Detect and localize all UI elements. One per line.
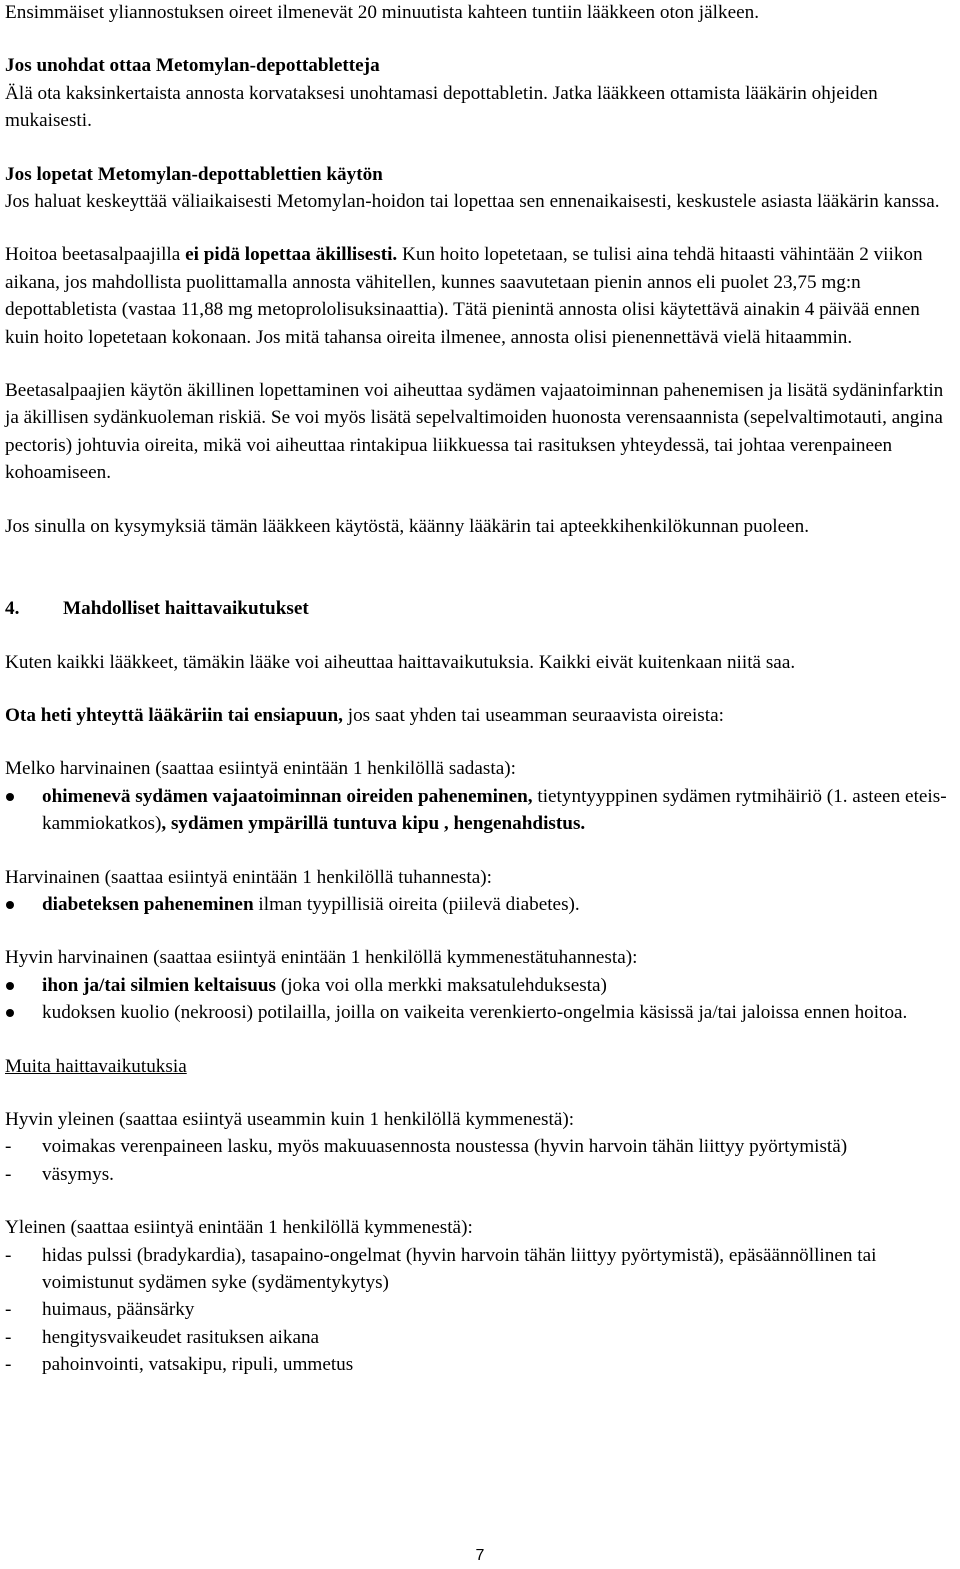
very-rare-bold: ihon ja/tai silmien keltaisuus (42, 974, 277, 996)
very-rare-rest: (joka voi olla merkki maksatulehduksesta) (276, 974, 607, 996)
frequency-common: Yleinen (saattaa esiintyä enintään 1 henkilöllä kymmenestä): (5, 1217, 473, 1239)
paragraph-side-effects-intro: Kuten kaikki lääkkeet, tämäkin lääke voi aiheuttaa haittavaikutuksia. Kaikki eivät kuitenkaan niitä saa. (5, 651, 796, 673)
list-item (5, 1161, 957, 1188)
very-common-item-1: voimakas verenpaineen lasku, myös makuuasennosta noustessa (hyvin harvoin tähän liittyy pyörtymistä) (42, 1136, 848, 1158)
uncommon-bold-1: ohimenevä sydämen vajaatoiminnan oireiden paheneminen, (42, 785, 533, 807)
page-number: 7 (475, 1547, 485, 1564)
list-very-rare (5, 972, 957, 1027)
contact-rest: jos saat yhden tai useamman seuraavista oireista: (342, 704, 724, 726)
uncommon-bold-2: , sydämen ympärillä tuntuva kipu , hengenahdistus. (161, 813, 586, 835)
dash-marker: - (5, 1299, 12, 1321)
list-item (5, 891, 957, 918)
very-rare-item-2: kudoksen kuolio (nekroosi) potilailla, joilla on vaikeita verenkierto-ongelmia käsissä ja/tai jaloissa ennen hoitoa. (42, 1002, 908, 1024)
heading-stop-use (5, 161, 957, 188)
common-item-3: hengitysvaikeudet rasituksen aikana (42, 1326, 320, 1348)
list-item (5, 1324, 957, 1351)
paragraph-overdose-onset: Ensimmäiset yliannostuksen oireet ilmenevät 20 minuutista kahteen tuntiin lääkkeen oton jälkeen. (5, 2, 759, 23)
list-rare (5, 891, 957, 918)
heading-forgot-dose (5, 52, 957, 79)
very-common-item-2: väsymys. (42, 1163, 114, 1185)
tapering-rest: Kun hoito lopetetaan, se tulisi aina tehdä hitaasti vähintään 2 viikon aikana, jos mahdollista puolittamalla annosta vähitellen, kunnes saavutetaan pienin annos eli puolet 23,75 mg:n depottabletista (vastaa 11,88 mg metoprololisuksinaattia). Tätä pienintä annosta olisi käytettävä ainakin 4 päivää ennen kuin hoito lopetetaan kokonaan. Jos mitä tahansa oireita ilmenee, annosta olisi pienennettävä vielä hitaammin. (5, 244, 923, 348)
paragraph-contact-doctor (5, 702, 957, 729)
uncommon-mid: tietyntyyppinen sydämen rytmihäiriö (1. asteen eteis-kammiokatkos) (42, 785, 947, 835)
document-page (5, 0, 957, 1379)
tapering-bold: ei pidä lopettaa äkillisesti. (185, 244, 398, 266)
list-item (5, 1296, 957, 1323)
paragraph-forgot-dose: Älä ota kaksinkertaista annosta korvataksesi unohtamasi depottabletin. Jatka lääkkeen ottamista lääkärin ohjeiden mukaisesti. (5, 82, 878, 132)
list-common (5, 1242, 957, 1379)
heading-forgot-dose-text: Jos unohdat ottaa Metomylan-depottabletteja (5, 55, 380, 77)
frequency-uncommon: Melko harvinainen (saattaa esiintyä enintään 1 henkilöllä sadasta): (5, 758, 516, 780)
rare-bold: diabeteksen paheneminen (42, 893, 254, 915)
section-number: 4. (5, 598, 20, 620)
common-item-2: huimaus, päänsärky (42, 1299, 195, 1321)
dash-marker: - (5, 1354, 12, 1376)
contact-bold: Ota heti yhteyttä lääkäriin tai ensiapuun, (5, 704, 343, 726)
list-item (5, 783, 957, 838)
frequency-very-rare: Hyvin harvinainen (saattaa esiintyä enintään 1 henkilöllä kymmenestätuhannesta): (5, 947, 638, 969)
list-uncommon (5, 783, 957, 838)
heading-stop-use-text: Jos lopetat Metomylan-depottablettien käytön (5, 163, 383, 185)
dash-marker: - (5, 1244, 12, 1266)
rare-rest: ilman tyypillisiä oireita (piilevä diabetes). (253, 893, 580, 915)
list-very-common (5, 1133, 957, 1188)
paragraph-abrupt-stop-risk: Beetasalpaajien käytön äkillinen lopettaminen voi aiheuttaa sydämen vajaatoiminnan pahenemisen ja lisätä sydäninfarktin ja äkillisen sydänkuoleman riskiä. Se voi myös lisätä sepelvaltimoiden huonosta verensaannista (sepelvaltimotauti, angina pectoris) johtuvia oireita, mikä voi aiheuttaa rintakipua liikkuessa tai rasituksen yhteydessä, tai johtaa verenpaineen kohoamiseen. (5, 380, 944, 484)
frequency-very-common: Hyvin yleinen (saattaa esiintyä useammin kuin 1 henkilöllä kymmenestä): (5, 1108, 575, 1130)
common-item-1: hidas pulssi (bradykardia), tasapaino-ongelmat (hyvin harvoin tähän liittyy pyörtymistä), epäsäännöllinen tai voimistunut sydämen syke (sydämentykytys) (42, 1244, 877, 1293)
dash-marker: - (5, 1326, 12, 1348)
tapering-lead: Hoitoa beetasalpaajilla (5, 244, 186, 266)
paragraph-questions: Jos sinulla on kysymyksiä tämän lääkkeen käytöstä, käänny lääkärin tai apteekkihenkilökunnan puoleen. (5, 515, 810, 537)
frequency-rare: Harvinainen (saattaa esiintyä enintään 1 henkilöllä tuhannesta): (5, 866, 492, 888)
dash-marker: - (5, 1136, 12, 1158)
heading-other-side-effects (5, 1053, 957, 1080)
common-item-4: pahoinvointi, vatsakipu, ripuli, ummetus (42, 1354, 354, 1376)
section-4-heading (5, 595, 957, 622)
paragraph-stop-use: Jos haluat keskeyttää väliaikaisesti Metomylan-hoidon tai lopettaa sen ennenaikaisesti, keskustele asiasta lääkärin kanssa. (5, 191, 940, 213)
paragraph-tapering (5, 241, 957, 351)
list-item (5, 972, 957, 999)
list-item (5, 999, 957, 1026)
list-item (5, 1351, 957, 1378)
list-item (5, 1133, 957, 1160)
section-title: Mahdolliset haittavaikutukset (63, 598, 309, 620)
dash-marker: - (5, 1163, 12, 1185)
other-side-effects-title: Muita haittavaikutuksia (5, 1055, 187, 1077)
list-item (5, 1242, 957, 1297)
